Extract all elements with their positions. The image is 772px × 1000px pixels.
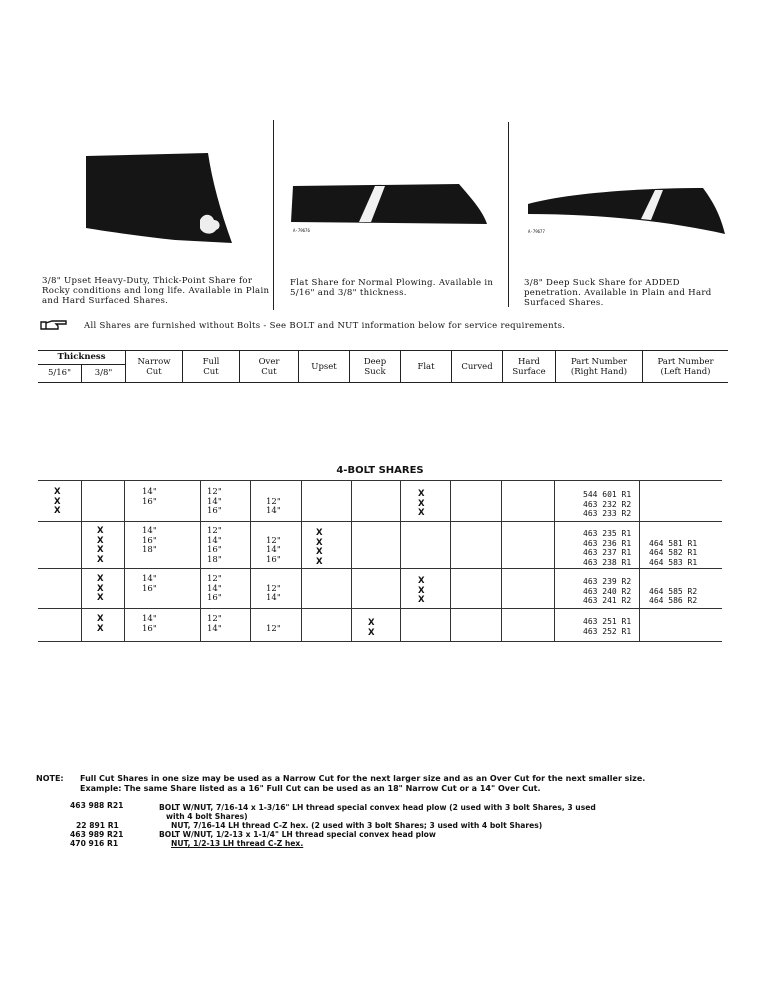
cell-over-cut: 12" [266, 623, 281, 634]
part-description: NUT, 7/16-14 LH thread C-Z hex. (2 used with 3 bolt Shares; 3 used with 4 bolt Shares) [171, 821, 543, 830]
cell-part-lh: 464 585 R2 464 586 R2 [649, 586, 698, 605]
thickness-header: Thickness [38, 351, 126, 364]
cell-part-rh: 544 601 R1 463 232 R2 463 233 R2 [583, 490, 632, 518]
cell-part-rh: 463 235 R1 463 236 R1 463 237 R1 463 238 R1 [583, 529, 632, 567]
flat-header: Flat [401, 351, 452, 382]
part-number: 22 891 R1 [76, 821, 119, 830]
bolt-notice: All Shares are furnished without Bolts - See BOLT and NUT information below for service requirements. [84, 321, 566, 331]
over-cut-header: Over Cut [240, 351, 299, 382]
cell-narrow-cut: 14" 16" [142, 614, 157, 634]
cell-thickness-3-8: X X X X [97, 526, 104, 565]
header-bottom-rule [38, 382, 728, 383]
figure-caption: 3/8" Deep Suck Share for ADDED penetration. Available in Plain and Hard Surfaced Shares. [524, 278, 712, 308]
cell-flat: X X X [418, 576, 425, 605]
part-number: 470 916 R1 [70, 839, 119, 848]
note-label: NOTE: [36, 774, 64, 783]
figure-caption: Flat Share for Normal Plowing. Available in 5/16" and 3/8" thickness. [290, 278, 494, 298]
cell-over-cut: 12" 14" [266, 496, 281, 516]
cell-narrow-cut: 14" 16" 18" [142, 526, 157, 555]
cell-full-cut: 12" 14" 16" [207, 574, 222, 603]
cell-part-lh: 464 581 R1 464 582 R1 464 583 R1 [649, 538, 698, 567]
cell-narrow-cut: 14" 16" [142, 487, 157, 507]
deep-suck-header: Deep Suck [350, 351, 401, 382]
cell-flat: X X X [418, 489, 425, 518]
cell-full-cut: 12" 14" 16" [207, 487, 222, 516]
cell-full-cut: 12" 14" [207, 614, 222, 634]
curved-header: Curved [452, 351, 503, 382]
part-number: 463 989 R21 [70, 830, 124, 839]
cell-over-cut: 12" 14" [266, 583, 281, 603]
part-number: 463 988 R21 [70, 801, 124, 810]
cell-thickness-3-8: X X [97, 614, 104, 634]
figure-divider [508, 122, 509, 307]
full-cut-header: Full Cut [183, 351, 240, 382]
cell-deep-suck: X X [368, 618, 375, 638]
part-number-lh-header: Part Number (Left Hand) [657, 356, 714, 377]
part-number-rh-header: Part Number (Right Hand) [556, 351, 643, 382]
thickness-3-8-header: 3/8" [82, 364, 126, 382]
figure-label: A-79676 [293, 228, 310, 233]
cell-full-cut: 12" 14" 16" 18" [207, 526, 222, 565]
part-description: NUT, 1/2-13 LH thread C-Z hex. [171, 839, 304, 848]
section-title: 4-BOLT SHARES [336, 465, 424, 476]
cell-over-cut: 12" 14" 16" [266, 535, 281, 565]
column-header [38, 351, 728, 382]
shares-table [38, 480, 722, 642]
note-line-2: Example: The same Share listed as a 16" Full Cut can be used as an 18" Narrow Cut or a 14" Over Cut. [80, 784, 541, 793]
cell-upset: X X X X [316, 528, 323, 567]
part-description-cont: with 4 bolt Shares) [166, 812, 248, 821]
deep-suck-share-image [523, 182, 728, 237]
pointing-hand-icon [40, 316, 68, 328]
figure-caption: 3/8" Upset Heavy-Duty, Thick-Point Share for Rocky conditions and long life. Available in Plain and Hard Surfaced Shares. [42, 276, 270, 306]
narrow-cut-header: Narrow Cut [126, 351, 183, 382]
part-description: BOLT W/NUT, 7/16-14 x 1-3/16" LH thread special convex head plow (2 used with 3 bolt Shares, 3 used [159, 803, 596, 812]
cell-narrow-cut: 14" 16" [142, 574, 157, 594]
cell-thickness-3-8: X X X [97, 574, 104, 603]
note-line-1: Full Cut Shares in one size may be used as a Narrow Cut for the next larger size and as an Over Cut for the next smaller size. [80, 774, 646, 783]
flat-share-image [287, 180, 492, 230]
figure-label: A-79677 [528, 229, 545, 234]
figure-divider [273, 120, 274, 310]
thickness-5-16-header: 5/16" [38, 364, 82, 382]
hard-surface-header: Hard Surface [503, 351, 556, 382]
cell-part-rh: 463 239 R2 463 240 R2 463 241 R2 [583, 577, 632, 605]
cell-part-rh: 463 251 R1 463 252 R1 [583, 617, 632, 636]
upset-header: Upset [299, 351, 350, 382]
part-description: BOLT W/NUT, 1/2-13 x 1-1/4" LH thread special convex head plow [159, 830, 436, 839]
upset-share-image [80, 150, 240, 246]
cell-thickness-5-16: X X X [54, 487, 61, 516]
